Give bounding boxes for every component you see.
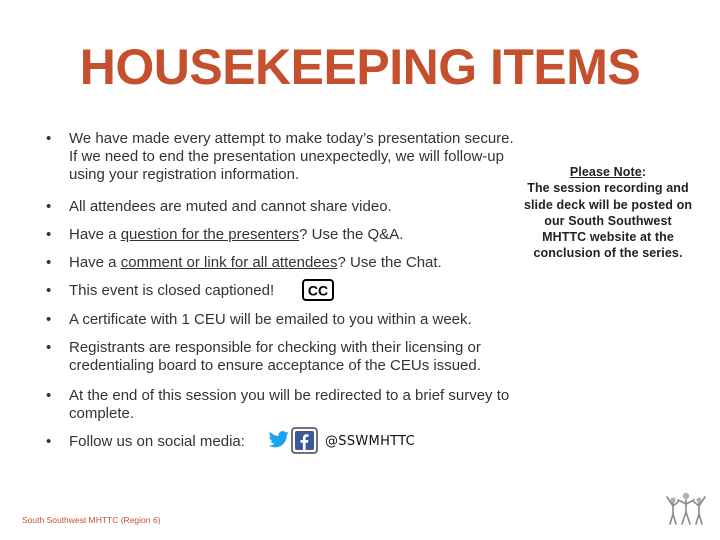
bullet-text [69,254,442,272]
bullet-text: Follow us on social media: [69,433,245,450]
mhttc-logo [664,488,708,528]
bullet-line: We have made every attempt to make today’s presentation secure. [69,130,514,147]
question-link[interactable]: question for the presenters [120,226,300,243]
comment-link[interactable]: comment or link for all attendees [120,254,338,271]
cc-label: CC [307,282,329,299]
bullet-line: complete. [69,405,135,422]
bullet-text: All attendees are muted and cannot share video. [69,198,392,215]
page-title: HOUSEKEEPING ITEMS [79,39,641,95]
bullet-marker: • [46,387,52,404]
note-heading: Please Note [569,165,642,179]
facebook-icon[interactable] [291,427,318,454]
bullet-prefix: Have a [69,226,121,243]
bullet-marker: • [46,198,52,215]
bullet-line: credentialing board to ensure acceptance of the CEUs issued. [69,357,481,374]
please-note-box [510,164,706,262]
twitter-icon[interactable] [268,431,290,449]
bullet-line: At the end of this session you will be redirected to a brief survey to [69,387,510,404]
bullet-marker: • [46,130,52,147]
note-line: conclusion of the series. [533,246,683,261]
bullet-marker: • [46,282,52,299]
note-line: slide deck will be posted on [523,197,693,212]
bullet-text [69,226,403,244]
bullet-prefix: Have a [69,254,121,271]
bullet-suffix: ? Use the Q&A. [299,226,404,243]
bullet-marker: • [46,339,52,356]
bullet-line: using your registration information. [69,166,300,183]
note-line: The session recording and [527,181,689,196]
bullet-suffix: ? Use the Chat. [337,254,442,271]
bullet-line: Registrants are responsible for checking with their licensing or [69,339,481,356]
bullet-marker: • [46,226,52,243]
footer-text: South Southwest MHTTC (Region 6) [22,515,161,525]
bullet-marker: • [46,433,52,450]
note-heading-line [510,164,706,180]
bullet-text: A certificate with 1 CEU will be emailed to you within a week. [69,311,472,328]
note-colon: : [641,165,647,179]
bullet-marker: • [46,254,52,271]
closed-captioning-icon [302,279,334,301]
bullet-text: This event is closed captioned! [69,282,275,299]
bullet-marker: • [46,311,52,328]
note-line: our South Southwest [544,213,672,228]
social-handle: @SSWMHTTC [325,434,416,449]
bullet-line: If we need to end the presentation unexpectedly, we will follow-up [69,148,504,165]
note-line: MHTTC website at the [542,230,674,245]
